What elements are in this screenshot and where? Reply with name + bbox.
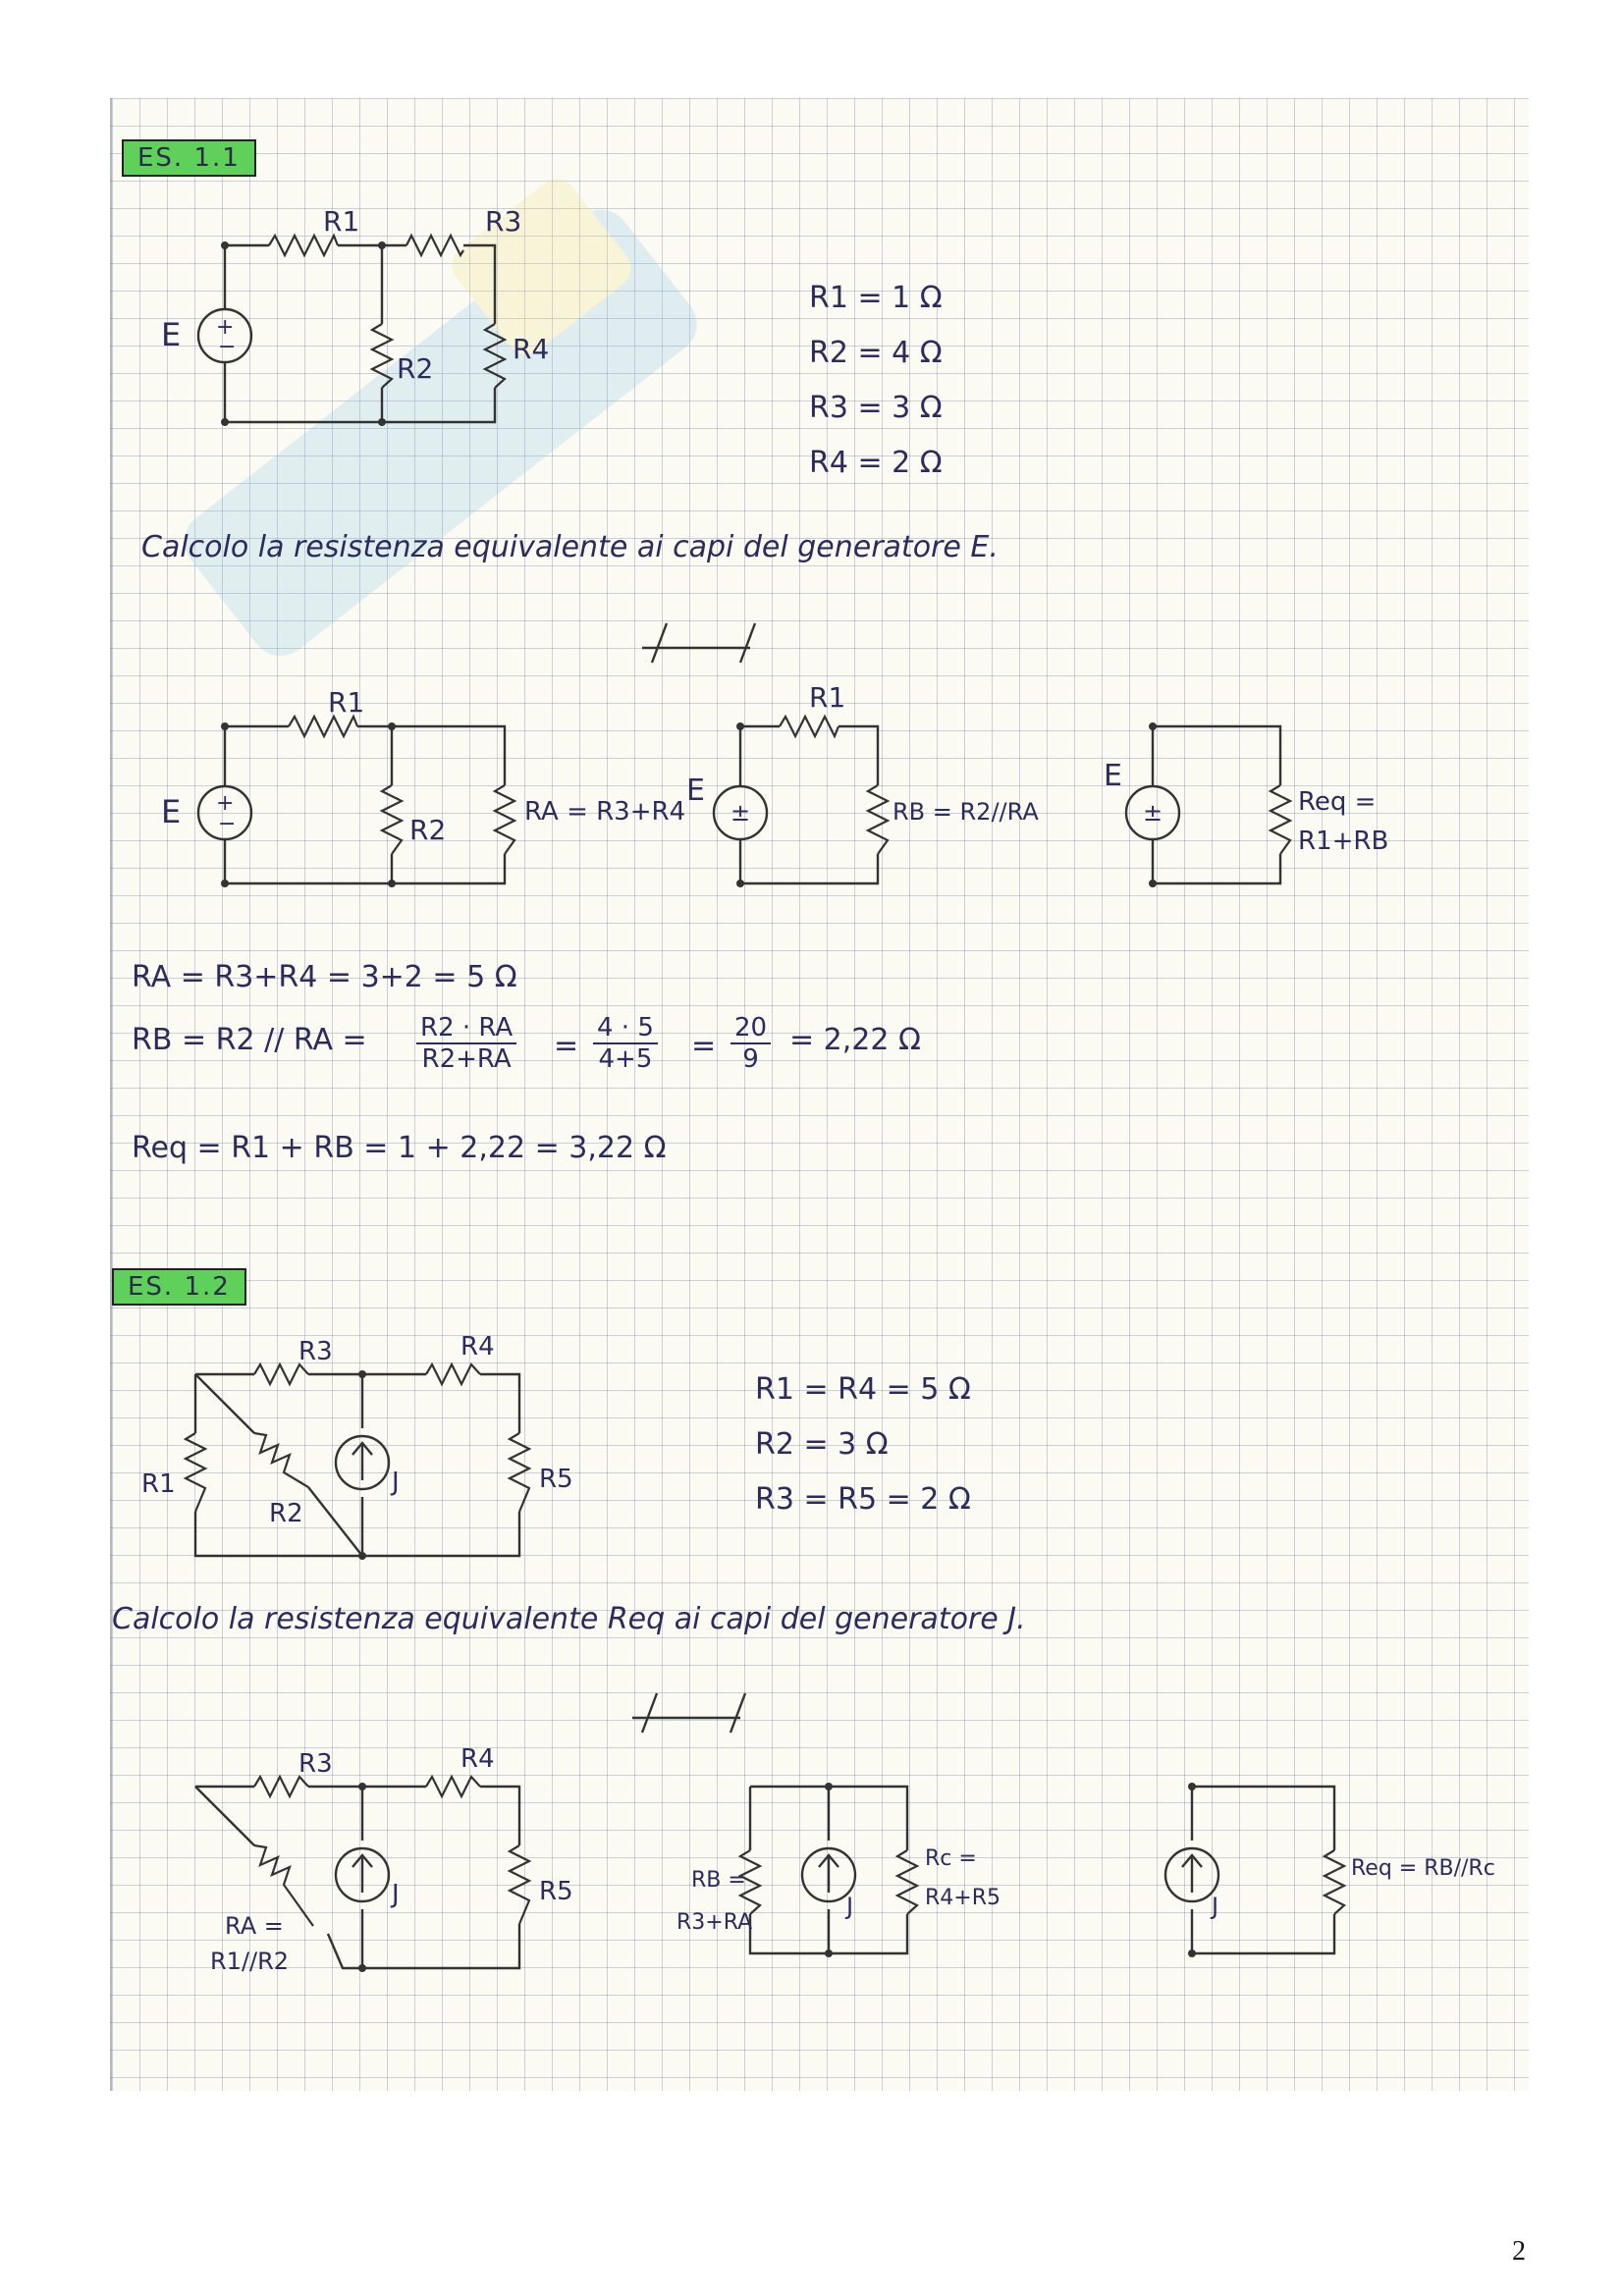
label-req-2: R1+RB bbox=[1298, 827, 1389, 856]
svg-text:R5: R5 bbox=[539, 1465, 573, 1494]
svg-text:E: E bbox=[686, 774, 705, 808]
resistor-r1 bbox=[269, 236, 338, 255]
value-r1: R1 = 1 Ω bbox=[809, 281, 943, 315]
svg-text:±: ± bbox=[730, 799, 751, 827]
exercise-badge-1: ES. 1.1 bbox=[122, 139, 256, 177]
svg-text:J: J bbox=[392, 1880, 400, 1909]
circuit-1-2-step-c bbox=[1094, 1767, 1526, 1993]
circuit-1-1 bbox=[112, 205, 550, 442]
label-r2: R2 bbox=[397, 352, 434, 385]
value-r2: R2 = 3 Ω bbox=[755, 1427, 889, 1462]
circuit-1-1-step-b bbox=[681, 681, 1039, 903]
svg-text:J: J bbox=[1212, 1893, 1219, 1920]
label-rc-expr: R4+R5 bbox=[925, 1886, 1001, 1910]
resistor-r4 bbox=[485, 324, 505, 388]
circuit-1-2-step-b bbox=[672, 1767, 1005, 1993]
value-r4: R4 = 2 Ω bbox=[809, 446, 943, 480]
svg-text:R5: R5 bbox=[539, 1877, 573, 1906]
svg-text:R3: R3 bbox=[298, 1749, 333, 1779]
label-e: E bbox=[161, 316, 182, 353]
calc-ra: RA = R3+R4 = 3+2 = 5 Ω bbox=[132, 960, 517, 994]
value-r3-r5: R3 = R5 = 2 Ω bbox=[755, 1482, 971, 1517]
statement-2: Calcolo la resistenza equivalente Req ai capi del generatore J. bbox=[112, 1602, 1026, 1636]
page-number: 2 bbox=[1512, 2236, 1526, 2267]
label-ra: RA = bbox=[225, 1912, 284, 1940]
grid-paper-sheet: ES. 1.1 + − R1 R3 R2 R4 E R1 = 1 Ω R2 = 4 Ω R3 = 3 Ω R4 = 2 Ω Calcolo la resistenza equivalente ai capi del generatore E. + − R1 R2 E RA = R3+R4 ± R1 E RB = R2//RA ± E Req = R1+RB RA = R3+R4 = 3+2 = 5 Ω RB = R2 // RA = $\frac{R2 \cdot RA}{R2+RA}$ = $\frac{4 \cdot 5}{4+5}$ = $\frac{20}{9}$ = 2,22 Ω Req = R1 + RB = 1 + 2,22 = 3,22 Ω ES. 1.2 R3 R4 R1 R2 J R5 R1 = R4 = 5 Ω R2 = 3 Ω R3 = R5 = 2 Ω Calcolo la resistenza equivalente Req ai capi del generatore J. R3 R4 J R5 RA = R1//R2 J RB = R3+RA Rc = R4+R5 J Req = RB//Rc bbox=[110, 98, 1529, 2091]
label-req-1: Req = bbox=[1298, 787, 1377, 817]
svg-text:−: − bbox=[218, 335, 237, 359]
label-ra-expr: R1//R2 bbox=[210, 1948, 290, 1975]
fraction-2: $\frac{4 \cdot 5}{4+5}$ bbox=[593, 1013, 658, 1074]
svg-text:R2: R2 bbox=[409, 814, 447, 846]
svg-text:R1: R1 bbox=[141, 1469, 176, 1499]
svg-text:R4: R4 bbox=[460, 1744, 495, 1774]
svg-text:R3: R3 bbox=[298, 1337, 333, 1366]
label-r4: R4 bbox=[513, 333, 550, 365]
label-r3: R3 bbox=[485, 205, 522, 238]
circuit-1-1-step-a bbox=[112, 686, 686, 903]
svg-text:−: − bbox=[218, 812, 237, 836]
value-r2: R2 = 4 Ω bbox=[809, 336, 943, 370]
value-r1-r4: R1 = R4 = 5 Ω bbox=[755, 1372, 971, 1407]
svg-text:J: J bbox=[392, 1468, 400, 1497]
resistor-r4 bbox=[426, 1364, 480, 1384]
exercise-badge-2: ES. 1.2 bbox=[112, 1268, 246, 1306]
watermark-logo bbox=[141, 98, 829, 785]
calc-rb-lhs: RB = R2 // RA = bbox=[132, 1023, 367, 1057]
resistor-r2 bbox=[254, 1433, 308, 1487]
svg-text:±: ± bbox=[1143, 799, 1163, 827]
fraction-1: $\frac{R2 \cdot RA}{R2+RA}$ bbox=[416, 1013, 516, 1074]
statement-1: Calcolo la resistenza equivalente ai capi del generatore E. bbox=[141, 530, 999, 564]
label-rb-expr: R3+RA bbox=[676, 1910, 753, 1935]
svg-text:+: + bbox=[216, 315, 235, 340]
label-ra: RA = R3+R4 bbox=[524, 797, 686, 827]
separator-1 bbox=[622, 609, 799, 667]
svg-text:R2: R2 bbox=[269, 1499, 303, 1528]
svg-text:+: + bbox=[216, 791, 235, 816]
svg-text:R4: R4 bbox=[460, 1332, 495, 1362]
separator-2 bbox=[613, 1679, 789, 1737]
resistor-r1 bbox=[186, 1433, 205, 1512]
label-r1: R1 bbox=[323, 205, 360, 238]
svg-text:J: J bbox=[846, 1893, 854, 1920]
label-req: Req = RB//Rc bbox=[1351, 1856, 1495, 1881]
svg-text:R1: R1 bbox=[809, 681, 846, 714]
resistor-r5 bbox=[510, 1433, 529, 1512]
svg-text:R1: R1 bbox=[328, 686, 365, 719]
label-rb: RB = bbox=[691, 1868, 746, 1893]
circuit-1-2 bbox=[112, 1332, 603, 1580]
resistor-r3 bbox=[254, 1364, 308, 1384]
calc-rb-rhs: = 2,22 Ω bbox=[789, 1023, 921, 1057]
fraction-3: $\frac{20}{9}$ bbox=[730, 1013, 771, 1074]
circuit-1-1-step-c bbox=[1104, 707, 1437, 903]
circuit-1-2-step-a bbox=[112, 1744, 583, 1993]
svg-text:E: E bbox=[1104, 759, 1122, 793]
calc-req: Req = R1 + RB = 1 + 2,22 = 3,22 Ω bbox=[132, 1131, 667, 1165]
svg-text:E: E bbox=[161, 793, 182, 830]
resistor-r3 bbox=[406, 236, 463, 255]
value-r3: R3 = 3 Ω bbox=[809, 391, 943, 425]
resistor-r2 bbox=[372, 324, 392, 388]
label-rc: Rc = bbox=[925, 1846, 977, 1871]
label-rb: RB = R2//RA bbox=[893, 798, 1039, 826]
